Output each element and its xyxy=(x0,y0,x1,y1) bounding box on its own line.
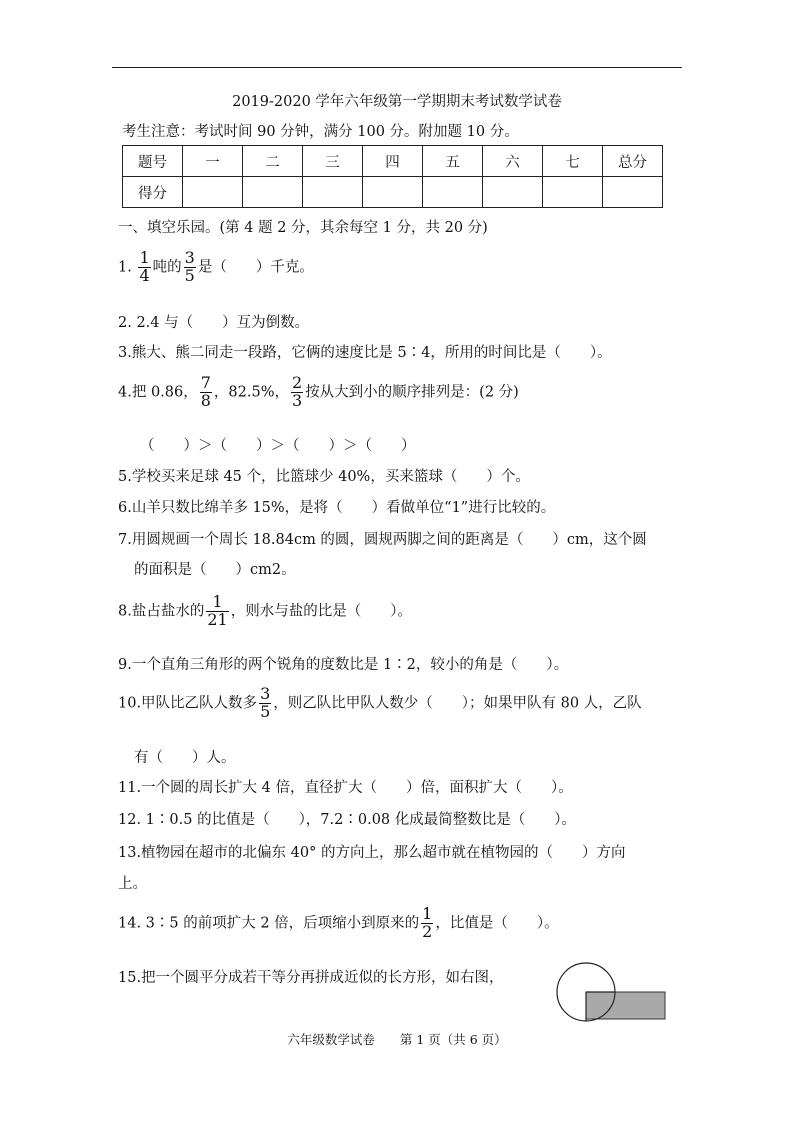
section-heading: 一、填空乐园。(第 4 题 2 分，其余每空 1 分，共 20 分) xyxy=(118,220,488,236)
score-cell: 三 xyxy=(303,146,363,177)
top-rule xyxy=(112,67,682,68)
score-input-cell[interactable] xyxy=(183,177,243,208)
fraction: $\frac{3}{5}$ xyxy=(184,248,195,285)
question-10: 10.甲队比乙队人数多 $\frac{3}{5}$ ，则乙队比甲队人数少（ ）；如果甲队有 80 人，乙队 xyxy=(118,684,642,721)
question-9: 9.一个直角三角形的两个锐角的度数比是 1∶2，较小的角是（ ）。 xyxy=(118,657,569,673)
question-number: 1. xyxy=(118,259,132,276)
question-3: 3.熊大、熊二同走一段路，它俩的速度比是 5∶4，所用的时间比是（ ）。 xyxy=(118,345,612,361)
question-12: 12. 1∶0.5 的比值是（ ），7.2∶0.08 化成最简整数比是（ ）。 xyxy=(118,812,577,828)
score-table-score-row xyxy=(123,177,663,208)
score-table-header-row xyxy=(123,146,663,177)
score-cell: 七 xyxy=(543,146,603,177)
question-13-line-2: 上。 xyxy=(118,876,147,892)
score-input-cell[interactable] xyxy=(543,177,603,208)
question-8: 8.盐占盐水的 $\frac{1}{21}$ ，则水与盐的比是（ ）。 xyxy=(118,592,412,629)
page-footer: 六年级数学试卷 第 1 页（共 6 页） xyxy=(287,1032,507,1047)
question-5: 5.学校买来足球 45 个，比篮球少 40%，买来篮球（ ）个。 xyxy=(118,469,530,485)
question-1: 1. $\frac{1}{4}$ 吨的 $\frac{3}{5}$ 是（ ）千克。 xyxy=(118,248,314,285)
fraction: $\frac{1}{4}$ xyxy=(139,248,150,285)
score-table xyxy=(122,145,663,208)
score-input-cell[interactable] xyxy=(363,177,423,208)
question-15: 15.把一个圆平分成若干等分再拼成近似的长方形，如右图， xyxy=(118,970,504,986)
question-13-line-1: 13.植物园在超市的北偏东 40° 的方向上，那么超市就在植物园的（ ）方向 xyxy=(118,845,626,861)
score-cell: 五 xyxy=(423,146,483,177)
fraction: $\frac{1}{21}$ xyxy=(207,592,228,629)
question-7-line-2: 的面积是（ ）cm2。 xyxy=(134,562,296,578)
score-label-cell: 得分 xyxy=(123,177,183,208)
score-cell: 六 xyxy=(483,146,543,177)
score-input-cell[interactable] xyxy=(483,177,543,208)
score-input-cell[interactable] xyxy=(243,177,303,208)
question-10-line-2: 有（ ）人。 xyxy=(134,750,236,766)
exam-title: 2019-2020 学年六年级第一学期期末考试数学试卷 xyxy=(232,94,562,110)
approx-rectangle xyxy=(586,992,665,1019)
score-input-cell[interactable] xyxy=(603,177,663,208)
fraction: $\frac{1}{2}$ xyxy=(422,904,433,941)
question-14: 14. 3∶5 的前项扩大 2 倍，后项缩小到原来的 $\frac{1}{2}$ ，比值是（ ）。 xyxy=(118,904,559,941)
score-cell: 题号 xyxy=(123,146,183,177)
fraction: $\frac{2}{3}$ xyxy=(292,373,303,410)
question-4: 4.把 0.86， $\frac{7}{8}$ ，82.5%， $\frac{2}{3}$ 按从大到小的顺序排列是：(2 分) xyxy=(118,373,519,410)
question-2: 2. 2.4 与（ ）互为倒数。 xyxy=(118,315,310,331)
score-cell: 总分 xyxy=(603,146,663,177)
score-input-cell[interactable] xyxy=(303,177,363,208)
score-cell: 四 xyxy=(363,146,423,177)
exam-notice: 考生注意：考试时间 90 分钟，满分 100 分。附加题 10 分。 xyxy=(122,124,519,140)
question-6: 6.山羊只数比绵羊多 15%，是将（ ）看做单位“1”进行比较的。 xyxy=(118,500,556,516)
question-4-answer-line: （ ）＞（ ）＞（ ）＞（ ） xyxy=(140,438,416,454)
circle-rectangle-figure xyxy=(552,957,672,1027)
question-11: 11.一个圆的周长扩大 4 倍，直径扩大（ ）倍，面积扩大（ ）。 xyxy=(118,780,573,796)
score-cell: 二 xyxy=(243,146,303,177)
fraction: $\frac{7}{8}$ xyxy=(200,373,211,410)
question-7-line-1: 7.用圆规画一个周长 18.84cm 的圆，圆规两脚之间的距离是（ ）cm，这个圆 xyxy=(118,532,647,548)
score-cell: 一 xyxy=(183,146,243,177)
fraction: $\frac{3}{5}$ xyxy=(260,684,271,721)
score-input-cell[interactable] xyxy=(423,177,483,208)
